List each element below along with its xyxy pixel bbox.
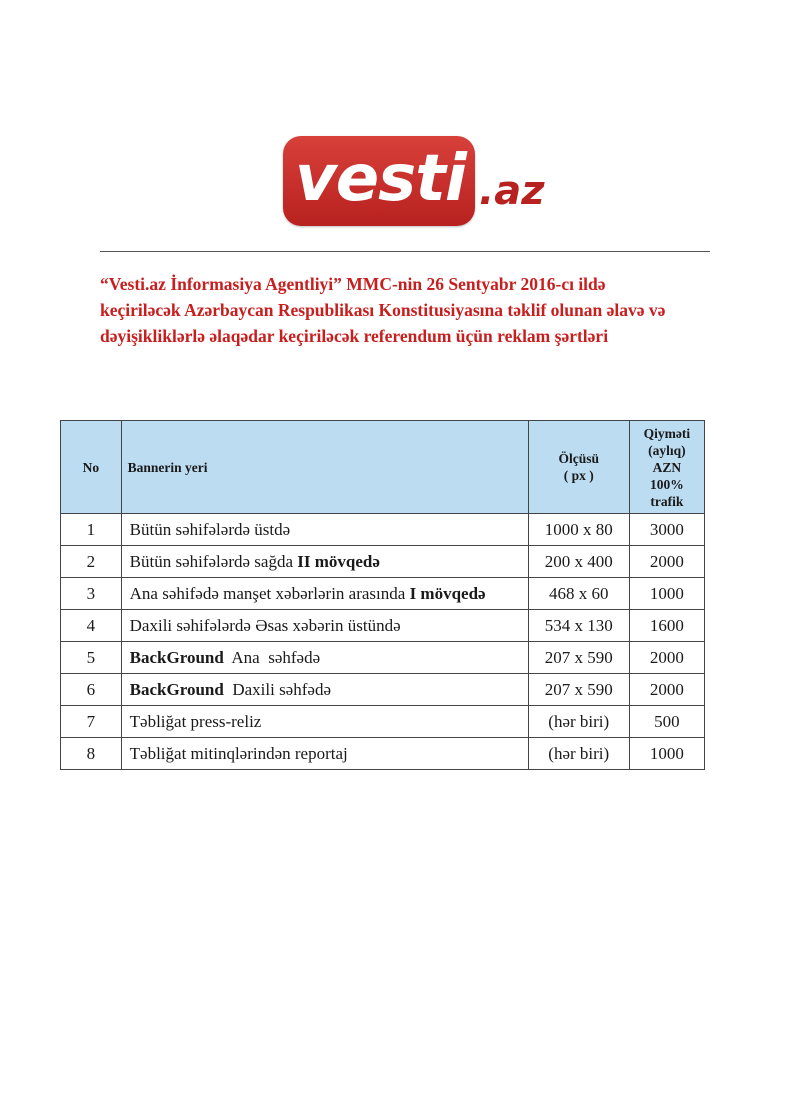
cell-size: 207 x 590 [528,642,629,674]
place-position: II mövqedə [297,551,380,571]
cell-banner-place [121,706,528,738]
cell-banner-place [121,674,528,706]
cell-no: 3 [61,578,122,610]
place-text: Bütün səhifələrdə sağda [129,551,298,571]
document-title [100,271,720,349]
cell-price: 2000 [629,642,704,674]
cell-price: 1000 [629,578,704,610]
header-price-line: AZN [652,459,682,475]
cell-size: 468 x 60 [528,578,629,610]
cell-price: 2000 [629,546,704,578]
place-text: Daxili səhifələrdə Əsas xəbərin üstündə [129,615,401,635]
vesti-logo [283,136,553,228]
logo-suffix: .az [479,168,545,214]
cell-size: (hər biri) [528,738,629,770]
cell-price: 3000 [629,514,704,546]
cell-no: 7 [61,706,122,738]
cell-price: 2000 [629,674,704,706]
cell-no: 8 [61,738,122,770]
cell-size: 1000 x 80 [528,514,629,546]
cell-no: 1 [61,514,122,546]
place-text: Daxili səhfədə [223,679,331,699]
header-divider [100,251,710,252]
header-price [629,421,704,514]
cell-banner-place [121,546,528,578]
header-price-line: trafik [650,493,684,509]
place-position: I mövqedə [409,583,486,603]
cell-size: 534 x 130 [528,610,629,642]
table-row [61,674,705,706]
title-line: “Vesti.az İnformasiya Agentliyi” MMC-nin 26 Sentyabr 2016-cı ildə [100,274,606,294]
table-row [61,514,705,546]
header-banner-place: Bannerin yeri [121,421,528,514]
title-line: dəyişikliklərlə əlaqədar keçiriləcək referendum üçün reklam şərtləri [100,326,609,346]
cell-banner-place [121,738,528,770]
header-size [528,421,629,514]
cell-size: (hər biri) [528,706,629,738]
place-text: Ana səhfədə [223,647,321,667]
cell-banner-place [121,578,528,610]
cell-no: 4 [61,610,122,642]
table-row [61,642,705,674]
header-size-line: Ölçüsü [558,451,599,466]
header-price-line: Qiyməti [643,425,691,441]
logo-text: vesti [295,142,466,216]
cell-no: 2 [61,546,122,578]
cell-banner-place [121,514,528,546]
table-row [61,546,705,578]
advertising-table [60,420,705,770]
place-text: Ana səhifədə manşet xəbərlərin arasında [129,583,410,603]
header-price-line: (aylıq) [648,442,686,458]
cell-size: 200 x 400 [528,546,629,578]
table-row [61,738,705,770]
table-row [61,706,705,738]
header-no: No [61,421,122,514]
cell-price: 1000 [629,738,704,770]
place-background-label: BackGround [129,647,224,667]
cell-banner-place [121,642,528,674]
place-background-label: BackGround [129,679,224,699]
logo-badge [283,136,475,226]
table-header-row [61,421,705,514]
table-row [61,610,705,642]
cell-price: 500 [629,706,704,738]
place-text: Təbliğat press-reliz [129,711,262,731]
cell-size: 207 x 590 [528,674,629,706]
title-line: keçiriləcək Azərbaycan Respublikası Konstitusiyasına təklif olunan əlavə və [100,300,666,320]
cell-no: 5 [61,642,122,674]
cell-banner-place [121,610,528,642]
header-price-line: 100% [650,476,684,492]
place-text: Təbliğat mitinqlərindən reportaj [129,743,348,763]
table-row [61,578,705,610]
place-text: Bütün səhifələrdə üstdə [129,519,291,539]
cell-price: 1600 [629,610,704,642]
header-size-line: ( px ) [563,468,594,483]
cell-no: 6 [61,674,122,706]
